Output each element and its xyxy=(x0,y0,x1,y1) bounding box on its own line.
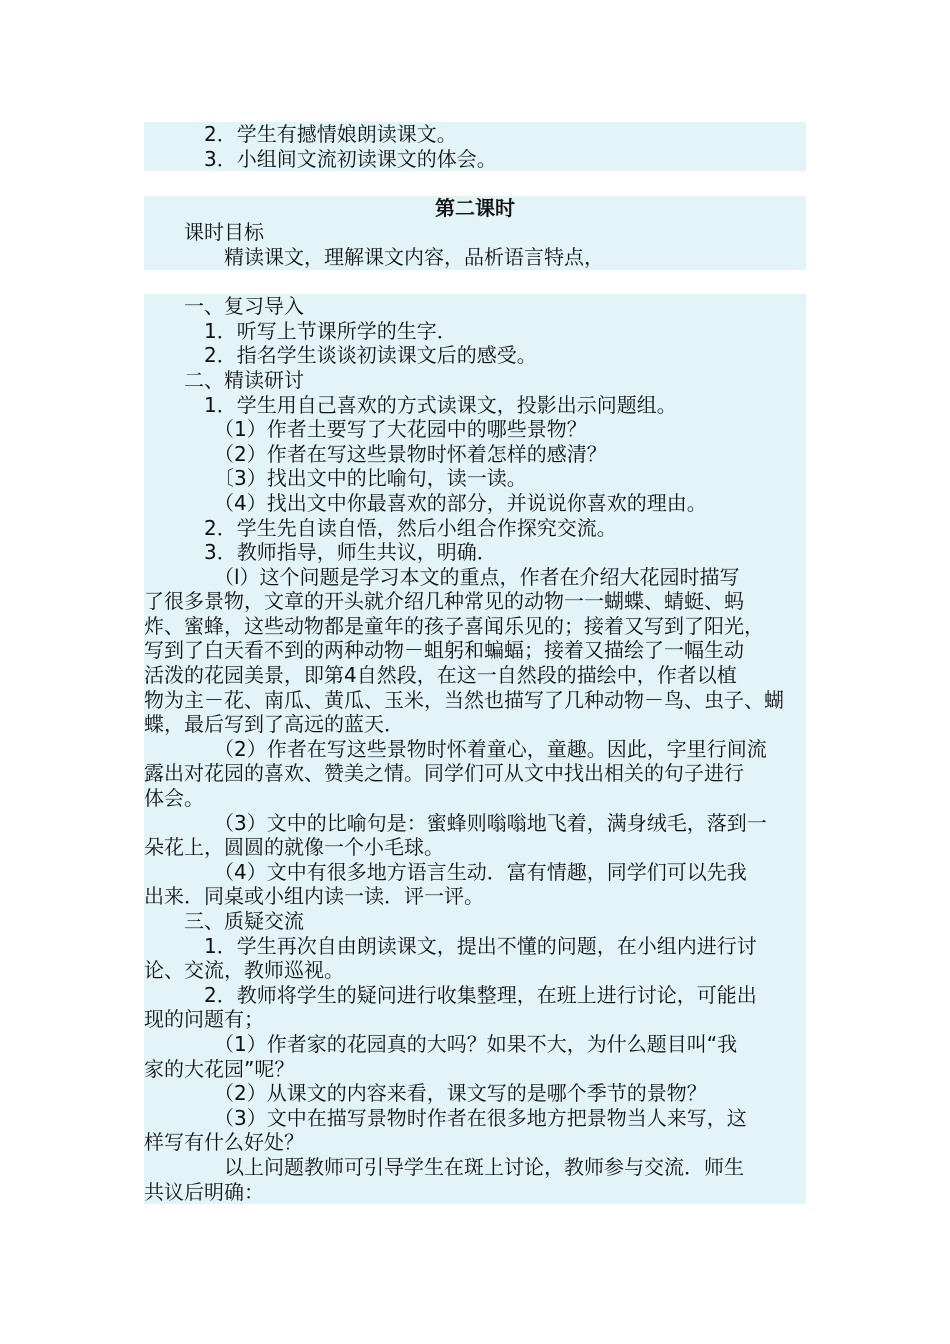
text-line: （2）作者在写这些景物时怀着怎样的感清？ xyxy=(144,442,806,467)
text-line: 以上问题教师可引导学生在斑上讨论，教师参与交流．师生 xyxy=(144,1155,806,1180)
text-line: 物为主－花、南瓜、黄瓜、玉米，当然也描写了几种动物－鸟、虫子、蝴 xyxy=(144,688,806,713)
text-line: 2．学生有撼情娘朗读课文。 xyxy=(144,122,806,147)
text-line: 1．学生再次自由朗读课文，提出不懂的问题，在小组内进行讨 xyxy=(144,934,806,959)
text-line: 论、交流，教师巡视。 xyxy=(144,958,806,983)
text-line: （3）文中的比喻句是：蜜蜂则嗡嗡地飞着，满身绒毛，落到一 xyxy=(144,811,806,836)
blank-line xyxy=(144,171,806,196)
text-line: 了很多景物，文章的开头就介绍几种常见的动物一一蝴蝶、蜻蜓、蚂 xyxy=(144,589,806,614)
text-line: 现的问题有； xyxy=(144,1007,806,1032)
text-line: 活泼的花园美景，即第4自然段，在这一自然段的描绘中，作者以植 xyxy=(144,663,806,688)
text-line: 〔3）找出文中的比喻句，读一读。 xyxy=(144,466,806,491)
text-line: 2．教师将学生的疑问进行收集整理，在班上进行讨论，可能出 xyxy=(144,983,806,1008)
text-line: （4）找出文中你最喜欢的部分，并说说你喜欢的理由。 xyxy=(144,491,806,516)
text-line: 露出对花园的喜欢、赞美之情。同学们可从文中找出相关的句子进行 xyxy=(144,761,806,786)
text-line: 精读课文，理解课文内容，品析语言特点， xyxy=(144,245,806,270)
text-line: 写到了白天看不到的两种动物－蛆躬和蝙蝠；接着又描绘了一幅生动 xyxy=(144,638,806,663)
text-line: 一、复习导入 xyxy=(144,294,806,319)
text-line: 样写有什么好处？ xyxy=(144,1130,806,1155)
text-line: 家的大花园”呢？ xyxy=(144,1057,806,1082)
text-line: 朵花上，圆圆的就像一个小毛球。 xyxy=(144,835,806,860)
text-line: （1）作者家的花园真的大吗？如果不大，为什么题目叫“我 xyxy=(144,1032,806,1057)
text-line: 2．指名学生谈谈初读课文后的感受。 xyxy=(144,343,806,368)
text-line: （3）文中在描写景物时作者在很多地方把景物当人来写，这 xyxy=(144,1106,806,1131)
text-line: 蝶，最后写到了高远的蓝天． xyxy=(144,712,806,737)
lesson-plan-text xyxy=(144,122,806,1204)
text-line: 出来．同桌或小组内读一读．评一评。 xyxy=(144,884,806,909)
text-line: 1．听写上节课所学的生字． xyxy=(144,319,806,344)
text-line: （2）从课文的内容来看，课文写的是哪个季节的景物？ xyxy=(144,1081,806,1106)
text-line: 体会。 xyxy=(144,786,806,811)
text-line: 2．学生先自读自悟，然后小组合作探究交流。 xyxy=(144,516,806,541)
text-line: （l）这个问题是学习本文的重点，作者在介绍大花园时描写 xyxy=(144,565,806,590)
text-line: 3．教师指导，师生共议，明确． xyxy=(144,540,806,565)
text-line: 三、质疑交流 xyxy=(144,909,806,934)
text-line: （4）文中有很多地方语言生动．富有情趣，同学们可以先我 xyxy=(144,860,806,885)
section-heading: 第二课时 xyxy=(144,196,806,221)
blank-line xyxy=(144,270,806,295)
text-line: （2）作者在写这些景物时怀着童心，童趣。因此，字里行间流 xyxy=(144,737,806,762)
text-line: 3．小组间文流初读课文的体会。 xyxy=(144,147,806,172)
text-line: 课时目标 xyxy=(144,220,806,245)
text-line: 1．学生用自己喜欢的方式读课文，投影出示问题组。 xyxy=(144,393,806,418)
text-line: 共议后明确： xyxy=(144,1180,806,1205)
text-line: 炸、蜜蜂，这些动物都是童年的孩子喜闻乐见的；接着又写到了阳光， xyxy=(144,614,806,639)
text-line: （1）作者土要写了大花园中的哪些景物？ xyxy=(144,417,806,442)
text-line: 二、精读研讨 xyxy=(144,368,806,393)
